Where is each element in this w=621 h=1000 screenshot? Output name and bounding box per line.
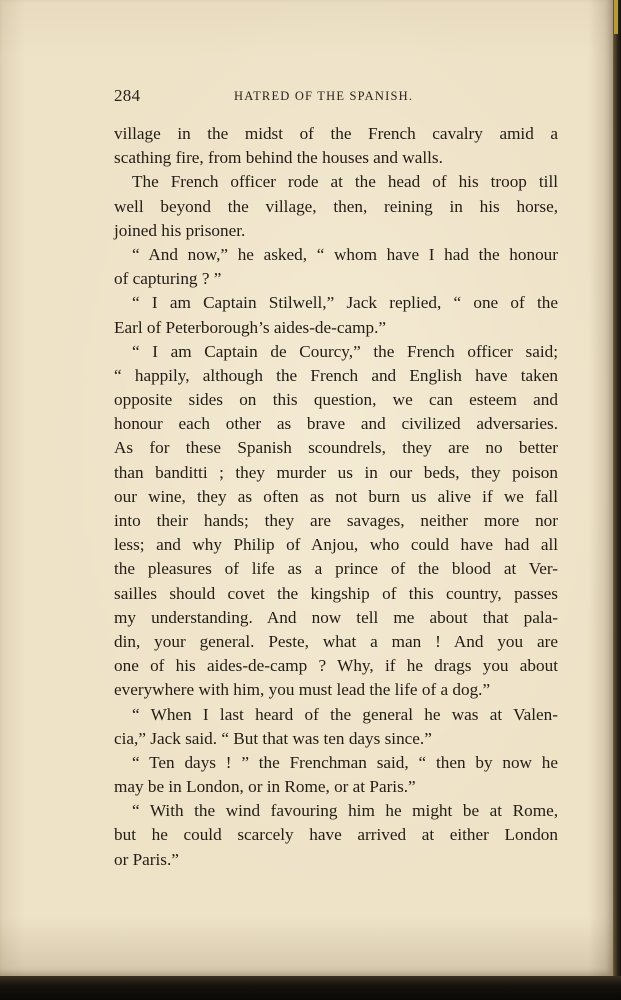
text-line: but he could scarcely have arrived at either London [114,825,558,845]
text-line: cia,” Jack said. “ But that was ten days since.” [114,728,432,748]
body-text [114,122,558,872]
text-line: less; and why Philip of Anjou, who could have had all [114,535,558,555]
text-line: our wine, they as often as not burn us alive if we fall [114,486,558,506]
text-line: scathing fire, from behind the houses and walls. [114,148,443,168]
text-line: one of his aides-de-camp ? Why, if he drags you about [114,656,558,676]
book-edge-bottom [0,976,621,1000]
text-line: than banditti ; they murder us in our beds, they poison [114,462,558,482]
text-line: The French officer rode at the head of his troop till [132,172,558,192]
book-edge-right [613,0,621,1000]
text-line: din, your general. Peste, what a man ! And you are [114,631,558,651]
text-line: of capturing ? ” [114,269,222,289]
text-line: opposite sides on this question, we can esteem and [114,390,558,410]
text-line: “ And now,” he asked, “ whom have I had the honour [132,244,558,264]
text-line: well beyond the village, then, reining in his horse, [114,196,558,216]
text-line: everywhere with him, you must lead the life of a dog.” [114,680,491,700]
text-line: As for these Spanish scoundrels, they are no better [114,438,558,458]
text-line: the pleasures of life as a prince of the blood at Ver- [114,559,558,579]
text-line: “ I am Captain de Courcy,” the French officer said; [132,341,558,361]
text-line: “ With the wind favouring him he might be at Rome, [132,801,558,821]
text-line: sailles should covet the kingship of this country, passes [114,583,558,603]
page-number: 284 [114,86,141,105]
text-line: “ I am Captain Stilwell,” Jack replied, “ one of the [132,293,558,313]
text-line: “ When I last heard of the general he was at Valen- [132,704,558,724]
text-line: may be in London, or in Rome, or at Paris.” [114,777,416,797]
running-head: HATRED OF THE SPANISH. [234,89,414,103]
text-line: “ Ten days ! ” the Frenchman said, “ then by now he [132,752,558,772]
text-line: “ happily, although the French and English have taken [114,365,558,385]
text-line: my understanding. And now tell me about that pala- [114,607,558,627]
text-line: village in the midst of the French cavalry amid a [114,124,558,143]
text-line: Earl of Peterborough’s aides-de-camp.” [114,317,387,337]
text-line: joined his prisoner. [114,220,246,240]
text-line: honour each other as brave and civilized adversaries. [114,414,558,434]
text-line: into their hands; they are savages, neither more nor [114,511,558,530]
page-header [114,86,558,110]
text-line: or Paris.” [114,849,179,869]
